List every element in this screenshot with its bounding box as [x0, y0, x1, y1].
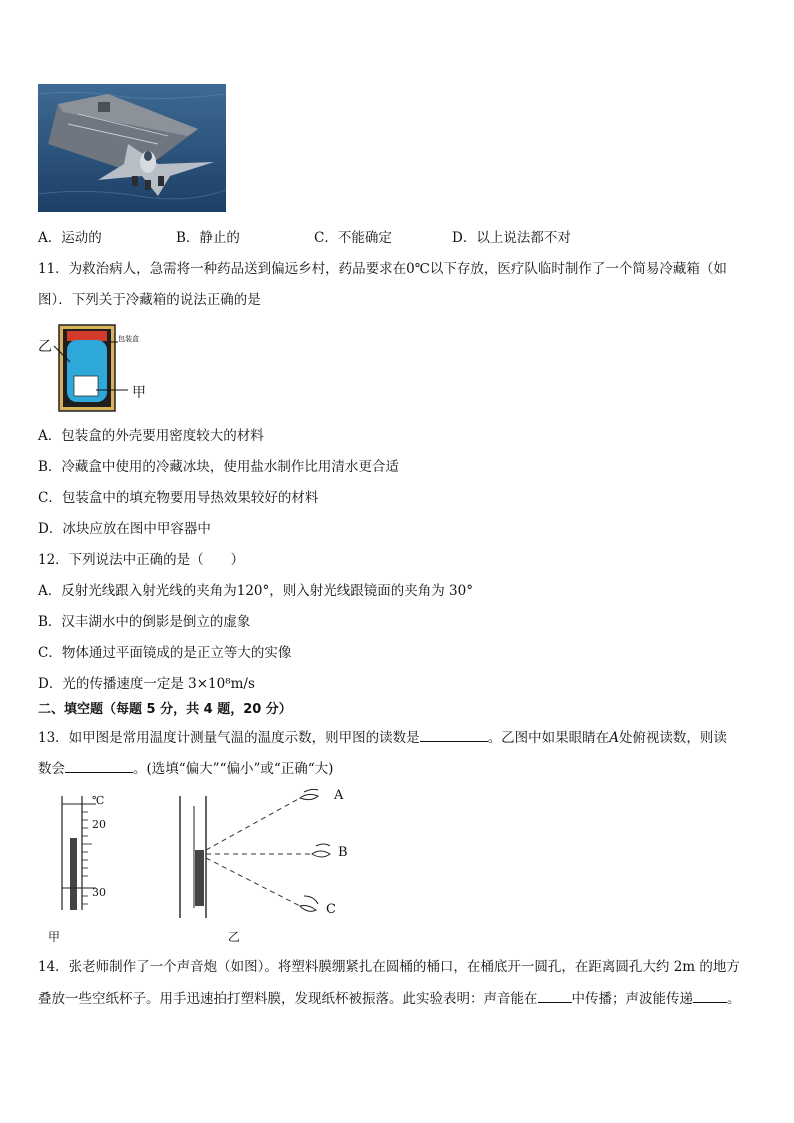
thermo-tick-30: 30 [92, 886, 106, 899]
label-box: 包装盒 [118, 335, 139, 343]
eye-b-icon [312, 844, 330, 857]
q12-option-a: A．反射光线跟入射光线的夹角为120°，则入射光线跟镜面的夹角为 30° [38, 583, 473, 599]
label-thermo-yi: 乙 [228, 930, 241, 944]
eye-c-icon [300, 896, 318, 911]
label-eye-c: C [326, 902, 336, 917]
q14-text-a: 叠放一些空纸杯子。用手迅速拍打塑料膜，发现纸杯被振落。此实验表明：声音能在 [38, 991, 538, 1007]
q10-option-c: C．不能确定 [314, 230, 392, 246]
thermo-tick-20: 20 [92, 818, 106, 831]
q14-line1: 14．张老师制作了一个声音炮（如图）。将塑料膜绷紧扎在圆桶的桶口，在桶底开一圆孔，在距离圆孔大约 2m 的地方 [38, 959, 740, 975]
cooler-box-figure [38, 322, 158, 414]
cooler-box-drawing [38, 322, 158, 414]
q13-blank-2 [65, 759, 133, 773]
q14-blank-1 [538, 989, 572, 1003]
q12-option-b: B．汉丰湖水中的倒影是倒立的虚象 [38, 614, 251, 630]
q11-option-c: C．包装盒中的填充物要用导热效果较好的材料 [38, 490, 319, 506]
q13-line1 [38, 728, 727, 747]
carrier-jet-image [38, 84, 226, 212]
thermometer-figure [38, 788, 368, 944]
label-jia: 甲 [132, 385, 146, 401]
label-eye-b: B [338, 845, 348, 860]
q14-blank-2 [693, 989, 727, 1003]
q11-option-b: B．冷藏盒中使用的冷藏冰块，使用盐水制作比用清水更合适 [38, 459, 399, 475]
q13-text-c: 处俯视读数，则读 [618, 730, 727, 746]
q10-options [38, 229, 571, 247]
q10-option-a: A．运动的 [38, 230, 102, 246]
q13-text-italic: A [609, 730, 619, 746]
thermo-unit: ℃ [92, 794, 105, 807]
q13-line2 [38, 759, 333, 778]
label-eye-a: A [334, 788, 344, 803]
q11-option-a: A．包装盒的外壳要用密度较大的材料 [38, 428, 264, 444]
section-title: 二、填空题（每题 5 分，共 4 题，20 分） [38, 702, 292, 717]
q13-text-b: 。乙图中如果眼睛在 [487, 730, 610, 746]
label-yi: 乙 [38, 339, 52, 355]
q12-option-c: C．物体通过平面镜成的是正立等大的实像 [38, 645, 292, 661]
q11-option-d: D．冰块应放在图中甲容器中 [38, 521, 211, 537]
q14-text-b: 中传播；声波能传递 [571, 991, 693, 1007]
q11-stem-line2: 图）．下列关于冷藏箱的说法正确的是 [38, 292, 261, 308]
q12-stem: 12．下列说法中正确的是（ ） [38, 552, 245, 568]
q14-text-c: 。 [727, 991, 741, 1007]
eye-a-icon [300, 789, 318, 799]
q13-text-e: 。(选填“偏大”“偏小”或“正确“大) [133, 761, 334, 777]
q14-line2 [38, 989, 741, 1008]
q13-blank-1 [420, 728, 488, 742]
q13-text-d: 数会 [38, 761, 65, 777]
q10-option-b: B．静止的 [176, 230, 240, 246]
carrier-jet-photo [38, 84, 226, 212]
q11-stem-line1: 11．为救治病人，急需将一种药品送到偏远乡村，药品要求在0℃以下存放，医疗队临时制作了一个简易冷藏箱（如 [38, 261, 727, 277]
q12-option-d: D．光的传播速度一定是 3×10⁸m/s [38, 676, 255, 692]
label-thermo-jia: 甲 [48, 930, 61, 944]
q10-option-d: D．以上说法都不对 [452, 230, 571, 246]
thermometer-drawing [38, 788, 368, 944]
q13-text-a: 13．如甲图是常用温度计测量气温的温度示数，则甲图的读数是 [38, 730, 420, 746]
